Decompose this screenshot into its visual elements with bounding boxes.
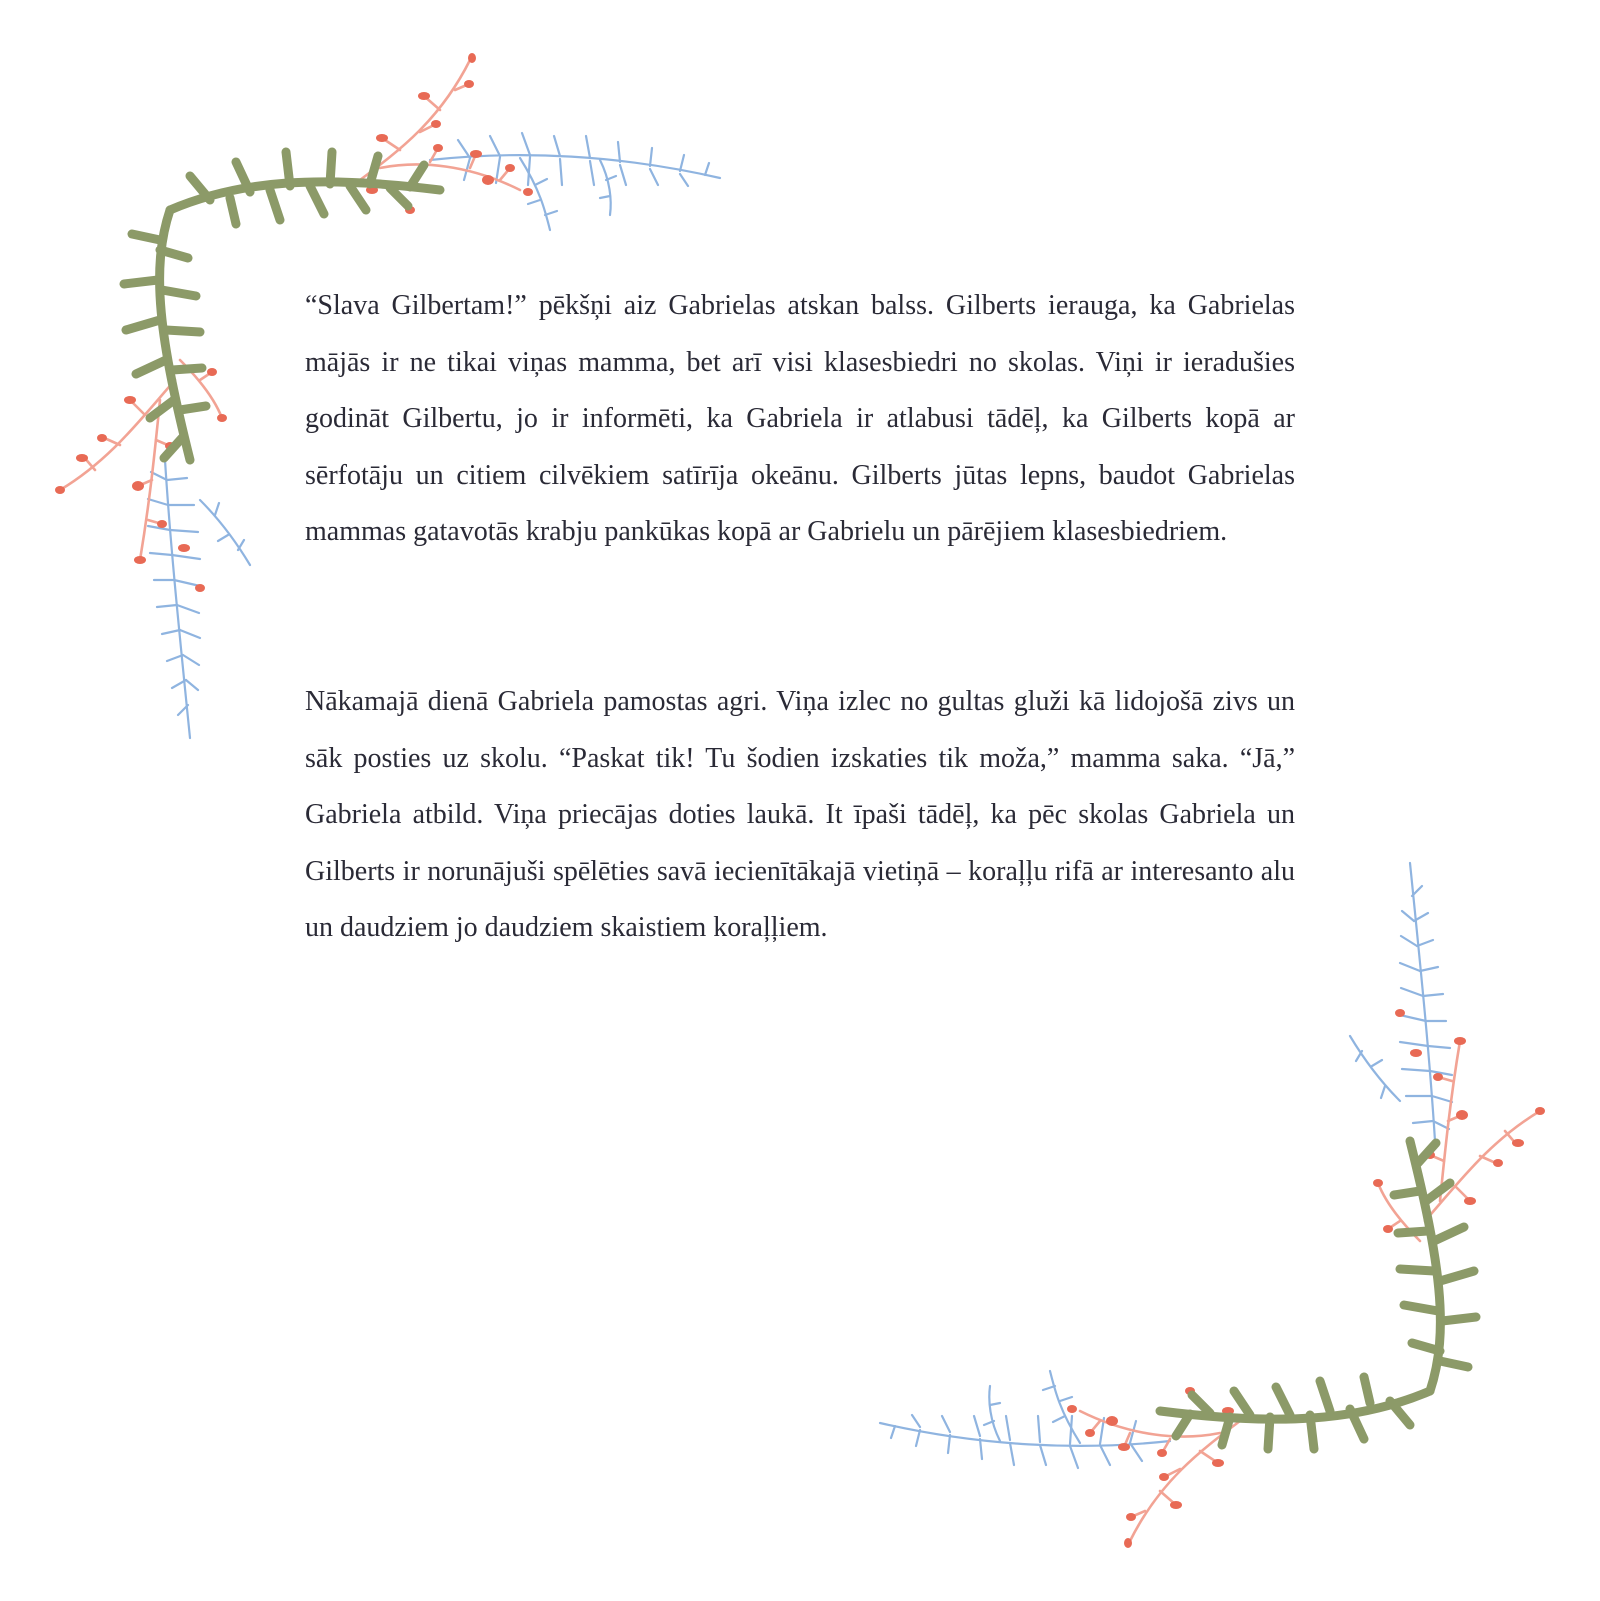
corner-decoration-bottom-right	[880, 863, 1545, 1548]
story-paragraph-1: “Slava Gilbertam!” pēkšņi aiz Gabrielas atskan balss. Gilberts ierauga, ka Gabrielas mājās ir ne tikai viņas mamma, bet arī visi klasesbiedri no skolas. Viņi ir ieradušies godināt Gilbertu, jo ir informēti, ka Gabriela ir atlabusi tādēļ, ka Gilberts kopā ar sērfotāju un citiem cilvēkiem satīrīja okeānu. Gilberts jūtas lepns, baudot Gabrielas mammas gatavotās krabju pankūkas kopā ar Gabrielu un pārējiem klasesbiedriem.	[305, 290, 1295, 548]
story-paragraph-2: Nākamajā dienā Gabriela pamostas agri. Viņa izlec no gultas gluži kā lidojošā zivs un sāk posties uz skolu. “Paskat tik! Tu šodien izskaties tik moža,” mamma saka. “Jā,” Gabriela atbild. Viņa priecājas doties laukā. It īpaši tādēļ, ka pēc skolas Gabriela un Gilberts ir norunājuši spēlēties savā iecienītākajā vietiņā – koraļļu rifā ar interesanto alu un daudziem jo daudziem skaistiem koraļļiem.	[305, 686, 1295, 944]
